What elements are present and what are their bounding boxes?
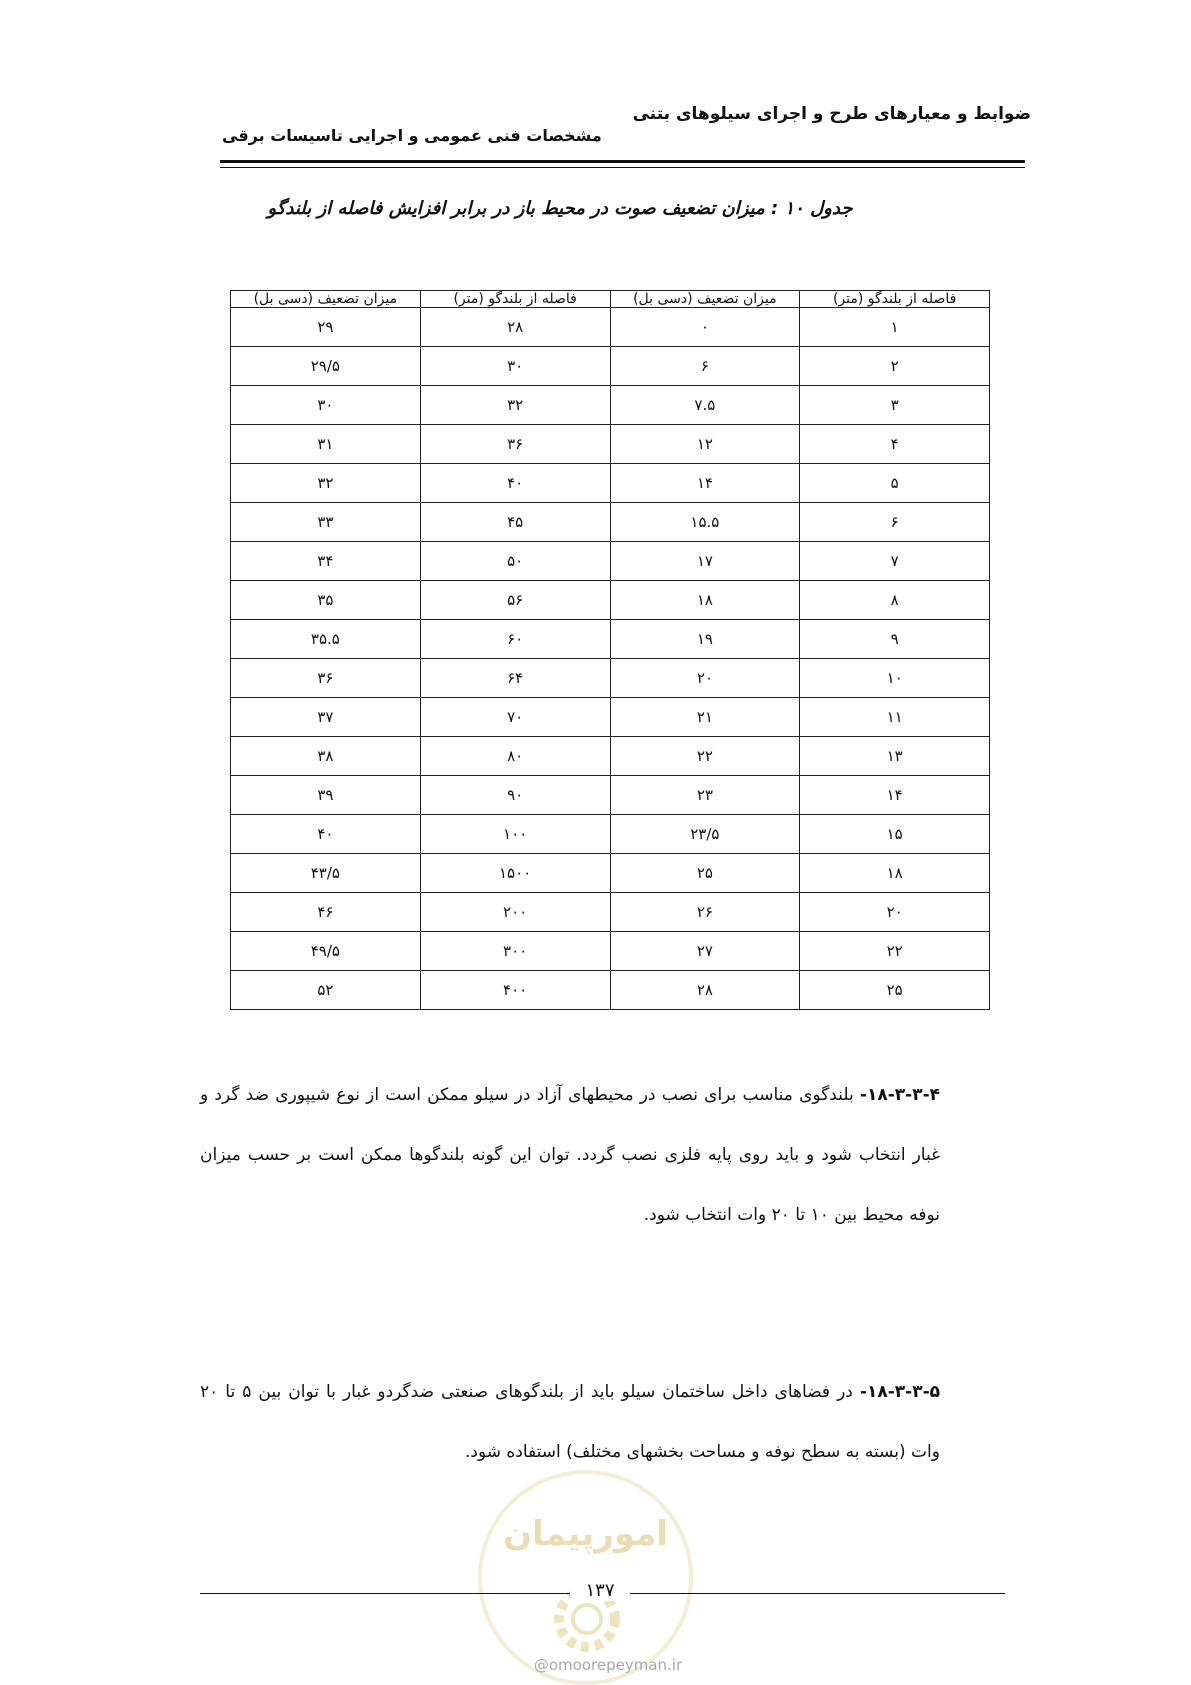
table-cell: ۸ (800, 581, 990, 620)
table-cell: ۳۹ (231, 776, 421, 815)
table-row (231, 893, 990, 932)
table-row (231, 698, 990, 737)
header-rule-thin (220, 167, 1025, 168)
table-cell: ۲۸ (420, 308, 610, 347)
table-cell: ۷.۵ (610, 386, 800, 425)
table-cell: ۱۴ (800, 776, 990, 815)
table-cell: ۹۰ (420, 776, 610, 815)
table-row (231, 971, 990, 1010)
table-cell: ۷۰ (420, 698, 610, 737)
table-cell: ۲۳/۵ (610, 815, 800, 854)
table-cell: ۱۵ (800, 815, 990, 854)
table-cell: ۲ (800, 347, 990, 386)
table-cell: ۳۱ (231, 425, 421, 464)
table-cell: ۶۰ (420, 620, 610, 659)
table-cell: ۵۶ (420, 581, 610, 620)
table-cell: ۴۵ (420, 503, 610, 542)
footer-rule-left (200, 1593, 570, 1594)
table-row (231, 932, 990, 971)
table-row (231, 425, 990, 464)
paragraph-text: در فضاهای داخل ساختمان سیلو باید از بلندگوهای صنعتی ضدگردو غبار با توان بین ۵ تا ۲۰ وات (بسته به سطح نوفه و مساحت بخشهای مختلف) استفاده شود. (200, 1382, 940, 1462)
footer-rule-right (630, 1593, 1005, 1594)
table-row (231, 308, 990, 347)
document-header-subtitle: مشخصات فنی عمومی و اجرایی تاسیسات برقی (222, 126, 602, 145)
table-cell: ۳۵.۵ (231, 620, 421, 659)
table-row (231, 815, 990, 854)
table-cell: ۹ (800, 620, 990, 659)
table-cell: ۴۹/۵ (231, 932, 421, 971)
column-header: فاصله از بلندگو (متر) (800, 291, 990, 308)
table-row (231, 503, 990, 542)
table-cell: ۵ (800, 464, 990, 503)
table-cell: ۳۶ (231, 659, 421, 698)
table-cell: ۳۰ (231, 386, 421, 425)
header-rule-thick (220, 160, 1025, 163)
table-row (231, 464, 990, 503)
table-cell: ۳۸ (231, 737, 421, 776)
table-cell: ۱۴ (610, 464, 800, 503)
paragraph-text: بلندگوی مناسب برای نصب در محیطهای آزاد در سیلو ممکن است از نوع شیپوری ضد گرد و غبار انتخاب شود و باید روی پایه فلزی نصب گردد. توان این گونه بلندگوها ممکن است بر حسب میزان نوفه محیط بین ۱۰ تا ۲۰ وات انتخاب شود. (200, 1085, 940, 1225)
table-body (231, 308, 990, 1010)
table-row (231, 620, 990, 659)
column-header: میزان تضعیف (دسی بل) (610, 291, 800, 308)
table-cell: ۵۰ (420, 542, 610, 581)
table-cell: ۲۳ (610, 776, 800, 815)
table-cell: ۱۸ (800, 854, 990, 893)
table-cell: ۳۶ (420, 425, 610, 464)
table-row (231, 581, 990, 620)
table-cell: ۴۳/۵ (231, 854, 421, 893)
section-number: ۱۸-۳-۳-۴- (859, 1085, 940, 1105)
table-cell: ۱۸ (610, 581, 800, 620)
table-cell: ۱۳ (800, 737, 990, 776)
table-cell: ۲۷ (610, 932, 800, 971)
attenuation-table (230, 290, 990, 1010)
table-cell: ۱۱ (800, 698, 990, 737)
table-cell: ۱۵.۵ (610, 503, 800, 542)
table-cell: ۳۵ (231, 581, 421, 620)
table-cell: ۲۲ (800, 932, 990, 971)
table-cell: ۱۵۰۰ (420, 854, 610, 893)
paragraph-speaker-indoor (200, 1362, 940, 1482)
table-row (231, 542, 990, 581)
table-cell: ۲۱ (610, 698, 800, 737)
table-cell: ۴ (800, 425, 990, 464)
seal-lettering: امورپیمان (503, 1514, 668, 1554)
table-cell: ۳۴ (231, 542, 421, 581)
table-cell: ۱۹ (610, 620, 800, 659)
table-row (231, 854, 990, 893)
table-cell: ۳۰۰ (420, 932, 610, 971)
column-header: فاصله از بلندگو (متر) (420, 291, 610, 308)
table-cell: ۶ (610, 347, 800, 386)
page-number: ۱۳۷ (570, 1580, 630, 1601)
table-cell: ۲۶ (610, 893, 800, 932)
table-row (231, 776, 990, 815)
table-cell: ۲۰ (800, 893, 990, 932)
table-header-row (231, 291, 990, 308)
table-row (231, 386, 990, 425)
table-cell: ۱۲ (610, 425, 800, 464)
table-row (231, 737, 990, 776)
table-cell: ۳۰ (420, 347, 610, 386)
table-cell: ۴۶ (231, 893, 421, 932)
table-caption: جدول ۱۰ : میزان تضعیف صوت در محیط باز در برابر افزایش فاصله از بلندگو (267, 198, 853, 219)
watermark-seal-logo (478, 1470, 693, 1685)
column-header: میزان تضعیف (دسی بل) (231, 291, 421, 308)
table-cell: ۲۵ (800, 971, 990, 1010)
table-cell: ۴۰ (420, 464, 610, 503)
table-cell: ۰ (610, 308, 800, 347)
document-header-title: ضوابط و معیارهای طرح و اجرای سیلوهای بتنی (632, 104, 1031, 124)
watermark-url: @omoorepeyman.ir (533, 1656, 683, 1674)
table-cell: ۲۰۰ (420, 893, 610, 932)
table-cell: ۲۹ (231, 308, 421, 347)
table-cell: ۶۴ (420, 659, 610, 698)
table-cell: ۱۷ (610, 542, 800, 581)
table-cell: ۷ (800, 542, 990, 581)
table-cell: ۲۹/۵ (231, 347, 421, 386)
table-cell: ۱۰۰ (420, 815, 610, 854)
paragraph-speaker-outdoor (200, 1065, 940, 1245)
table-cell: ۳۳ (231, 503, 421, 542)
table-cell: ۸۰ (420, 737, 610, 776)
table-cell: ۳۷ (231, 698, 421, 737)
table-cell: ۴۰۰ (420, 971, 610, 1010)
table-cell: ۳۲ (231, 464, 421, 503)
table-cell: ۲۵ (610, 854, 800, 893)
table-cell: ۲۸ (610, 971, 800, 1010)
table-cell: ۱ (800, 308, 990, 347)
table-cell: ۲۰ (610, 659, 800, 698)
table-cell: ۱۰ (800, 659, 990, 698)
table-cell: ۶ (800, 503, 990, 542)
table-row (231, 347, 990, 386)
table-cell: ۳۲ (420, 386, 610, 425)
table-cell: ۵۲ (231, 971, 421, 1010)
section-number: ۱۸-۳-۳-۵- (859, 1382, 941, 1402)
table-row (231, 659, 990, 698)
table-cell: ۳ (800, 386, 990, 425)
table-cell: ۴۰ (231, 815, 421, 854)
table-cell: ۲۲ (610, 737, 800, 776)
